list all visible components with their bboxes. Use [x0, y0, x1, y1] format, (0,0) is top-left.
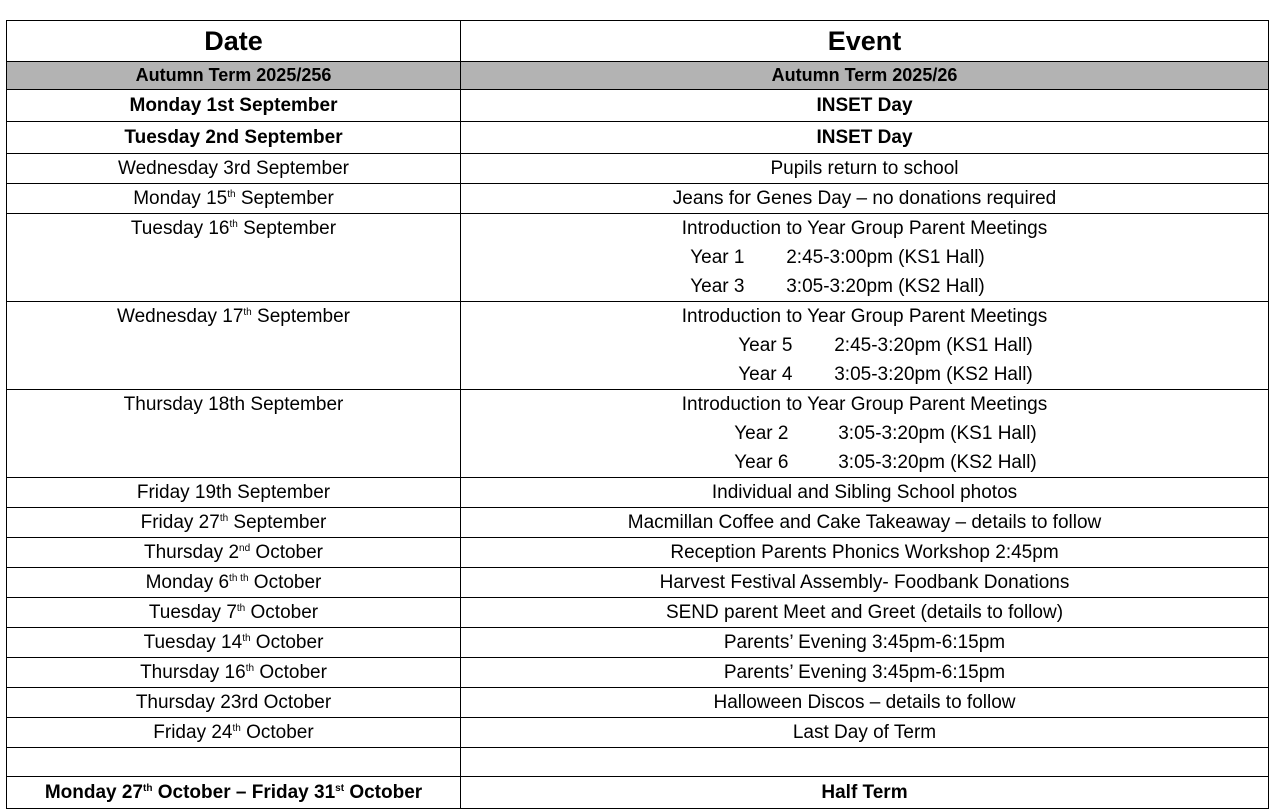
date-cell: Monday 15th September	[7, 184, 461, 214]
event-cell	[461, 214, 1269, 302]
date-column-header: Date	[7, 21, 461, 62]
table-row	[7, 568, 1269, 598]
event-title: Introduction to Year Group Parent Meetings	[681, 218, 1048, 239]
event-cell: Pupils return to school	[461, 154, 1269, 184]
term-heading-event: Autumn Term 2025/26	[461, 62, 1269, 90]
date-cell: Thursday 16th October	[7, 658, 461, 688]
table-row	[7, 508, 1269, 538]
time-slot: 2:45-3:00pm (KS1 Hall)	[786, 247, 985, 268]
header-row	[7, 21, 1269, 62]
date-cell: Wednesday 17th September	[7, 302, 461, 390]
time-slot: 3:05-3:20pm (KS2 Hall)	[834, 364, 1033, 385]
table-row	[7, 390, 1269, 478]
event-cell: Macmillan Coffee and Cake Takeaway – details to follow	[461, 508, 1269, 538]
table-row	[7, 184, 1269, 214]
event-cell: Harvest Festival Assembly- Foodbank Donations	[461, 568, 1269, 598]
event-title: Introduction to Year Group Parent Meetings	[681, 306, 1048, 327]
time-slot: 3:05-3:20pm (KS2 Hall)	[786, 276, 985, 297]
table-row	[7, 90, 1269, 122]
time-slot: 3:05-3:20pm (KS2 Hall)	[838, 452, 1037, 473]
event-cell	[461, 302, 1269, 390]
date-cell: Friday 27th September	[7, 508, 461, 538]
event-cell	[461, 748, 1269, 777]
term-heading-date: Autumn Term 2025/256	[7, 62, 461, 90]
event-cell	[461, 390, 1269, 478]
term-heading-row	[7, 62, 1269, 90]
table-row	[7, 122, 1269, 154]
table-row	[7, 658, 1269, 688]
year-label: Year 4	[738, 364, 793, 385]
date-cell: Tuesday 7th October	[7, 598, 461, 628]
year-label: Year 2	[734, 423, 789, 444]
event-cell: INSET Day	[461, 122, 1269, 154]
date-cell: Friday 19th September	[7, 478, 461, 508]
table-row-empty	[7, 748, 1269, 777]
date-cell: Monday $6^{th th}$ October	[7, 568, 461, 598]
year-label: Year 5	[738, 335, 793, 356]
year-label: Year 3	[690, 276, 745, 297]
table-row	[7, 478, 1269, 508]
table-row	[7, 718, 1269, 748]
date-cell: Tuesday 2nd September	[7, 122, 461, 154]
date-cell: Thursday 18th September	[7, 390, 461, 478]
table-row	[7, 214, 1269, 302]
date-cell: Monday 27th October – Friday 31st October	[7, 777, 461, 809]
event-cell: Individual and Sibling School photos	[461, 478, 1269, 508]
table-row	[7, 538, 1269, 568]
table-row	[7, 598, 1269, 628]
event-cell: Jeans for Genes Day – no donations required	[461, 184, 1269, 214]
date-cell: Wednesday 3rd September	[7, 154, 461, 184]
table-row	[7, 154, 1269, 184]
event-cell: Half Term	[461, 777, 1269, 809]
date-cell: Thursday 23rd October	[7, 688, 461, 718]
date-cell	[7, 748, 461, 777]
event-cell: SEND parent Meet and Greet (details to follow)	[461, 598, 1269, 628]
time-slot: 3:05-3:20pm (KS1 Hall)	[838, 423, 1037, 444]
date-cell: Friday 24th October	[7, 718, 461, 748]
event-cell: Last Day of Term	[461, 718, 1269, 748]
event-cell: Reception Parents Phonics Workshop 2:45pm	[461, 538, 1269, 568]
event-cell: INSET Day	[461, 90, 1269, 122]
calendar-sheet	[6, 20, 1268, 809]
event-cell: Halloween Discos – details to follow	[461, 688, 1269, 718]
table-row	[7, 777, 1269, 809]
event-column-header: Event	[461, 21, 1269, 62]
event-title: Introduction to Year Group Parent Meetings	[681, 394, 1048, 415]
date-cell: Tuesday 14th October	[7, 628, 461, 658]
table-row	[7, 302, 1269, 390]
date-cell: Monday 1st September	[7, 90, 461, 122]
table-row	[7, 628, 1269, 658]
term-dates-table	[6, 20, 1269, 809]
event-cell: Parents’ Evening 3:45pm-6:15pm	[461, 628, 1269, 658]
year-label: Year 1	[690, 247, 745, 268]
event-cell: Parents’ Evening 3:45pm-6:15pm	[461, 658, 1269, 688]
time-slot: 2:45-3:20pm (KS1 Hall)	[834, 335, 1033, 356]
table-row	[7, 688, 1269, 718]
year-label: Year 6	[734, 452, 789, 473]
date-cell: Tuesday 16th September	[7, 214, 461, 302]
date-cell: Thursday 2nd October	[7, 538, 461, 568]
